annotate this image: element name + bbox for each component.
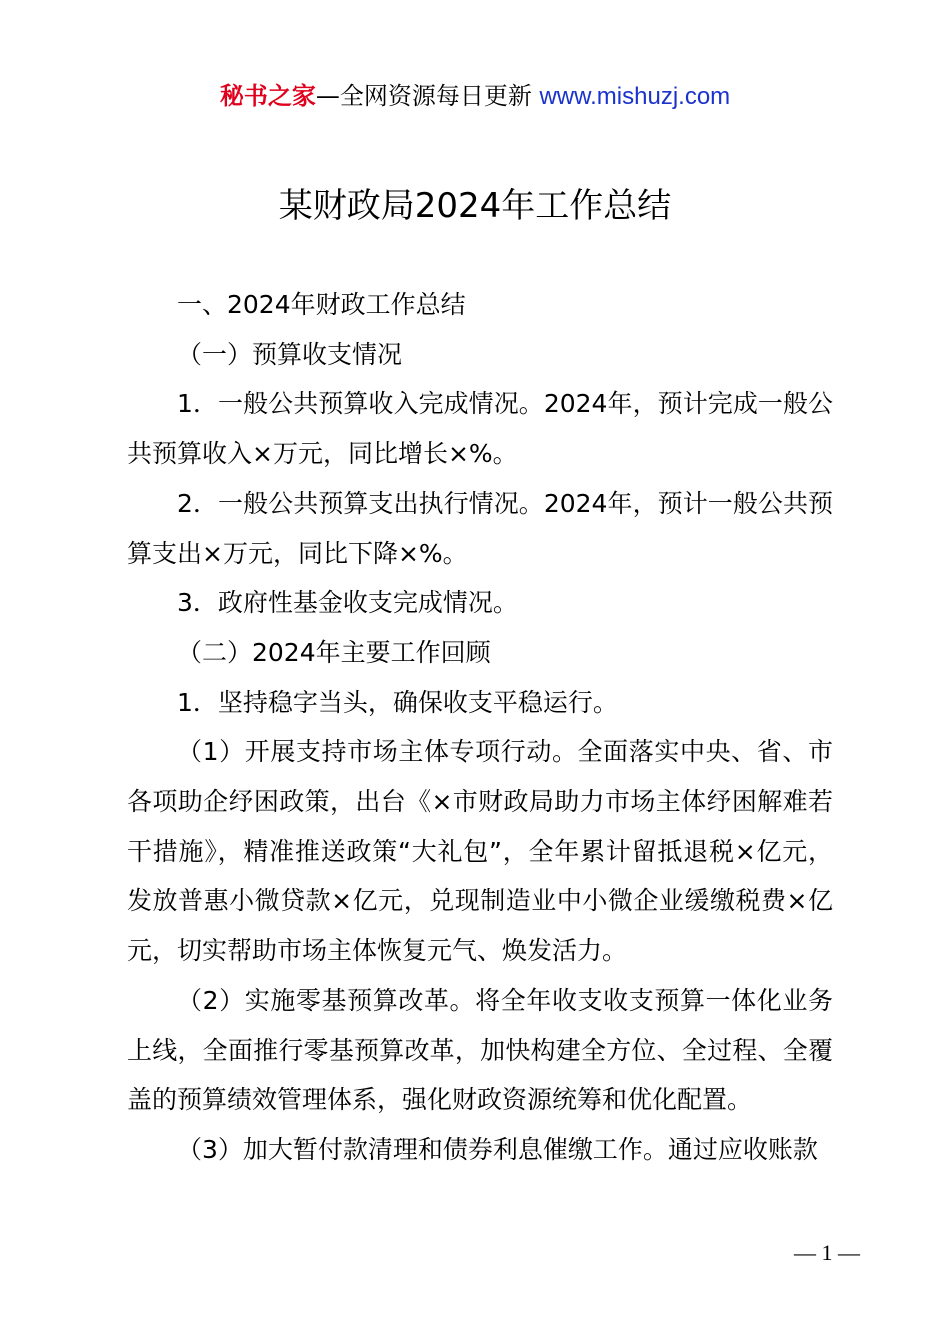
body-paragraph: （3）加大暂付款清理和债券利息催缴工作。通过应收账款 [177,1134,818,1164]
site-url-link[interactable]: www.mishuzj.com [539,83,731,110]
document-title: 某财政局2024年工作总结 [278,186,672,226]
body-paragraph: 1．一般公共预算收入完成情况。2024年，预计完成一般公共预算收入×万元，同比增长×%。 [127,389,833,469]
header-tagline: —全网资源每日更新 [315,82,540,110]
brand-name: 秘书之家 [219,82,316,110]
subsection-heading: （二）2024年主要工作回顾 [177,637,491,667]
body-paragraph: （2）实施零基预算改革。将全年收支收支预算一体化业务上线，全面推行零基预算改革，加快构建全方位、全过程、全覆盖的预算绩效管理体系，强化财政资源统筹和优化配置。 [127,985,833,1115]
subsection-heading: （一）预算收支情况 [177,339,403,369]
section-heading: 一、2024年财政工作总结 [177,290,466,319]
body-paragraph: 3．政府性基金收支完成情况。 [177,588,518,618]
document-body [127,280,833,1175]
body-paragraph: 2．一般公共预算支出执行情况。2024年，预计一般公共预算支出×万元，同比下降×%。 [127,488,833,568]
body-paragraph: （1）开展支持市场主体专项行动。全面落实中央、省、市各项助企纾困政策，出台《×市财政局助力市场主体纾困解难若干措施》，精准推送政策“大礼包”，全年累计留抵退税×亿元，发放普惠小微贷款×亿元，兑现制造业中小微企业缓缴税费×亿元，切实帮助市场主体恢复元气、焕发活力。 [127,737,833,966]
page-number: — 1 — [794,1240,860,1265]
site-header [0,80,950,113]
body-paragraph: 1．坚持稳字当头，确保收支平稳运行。 [177,687,618,717]
